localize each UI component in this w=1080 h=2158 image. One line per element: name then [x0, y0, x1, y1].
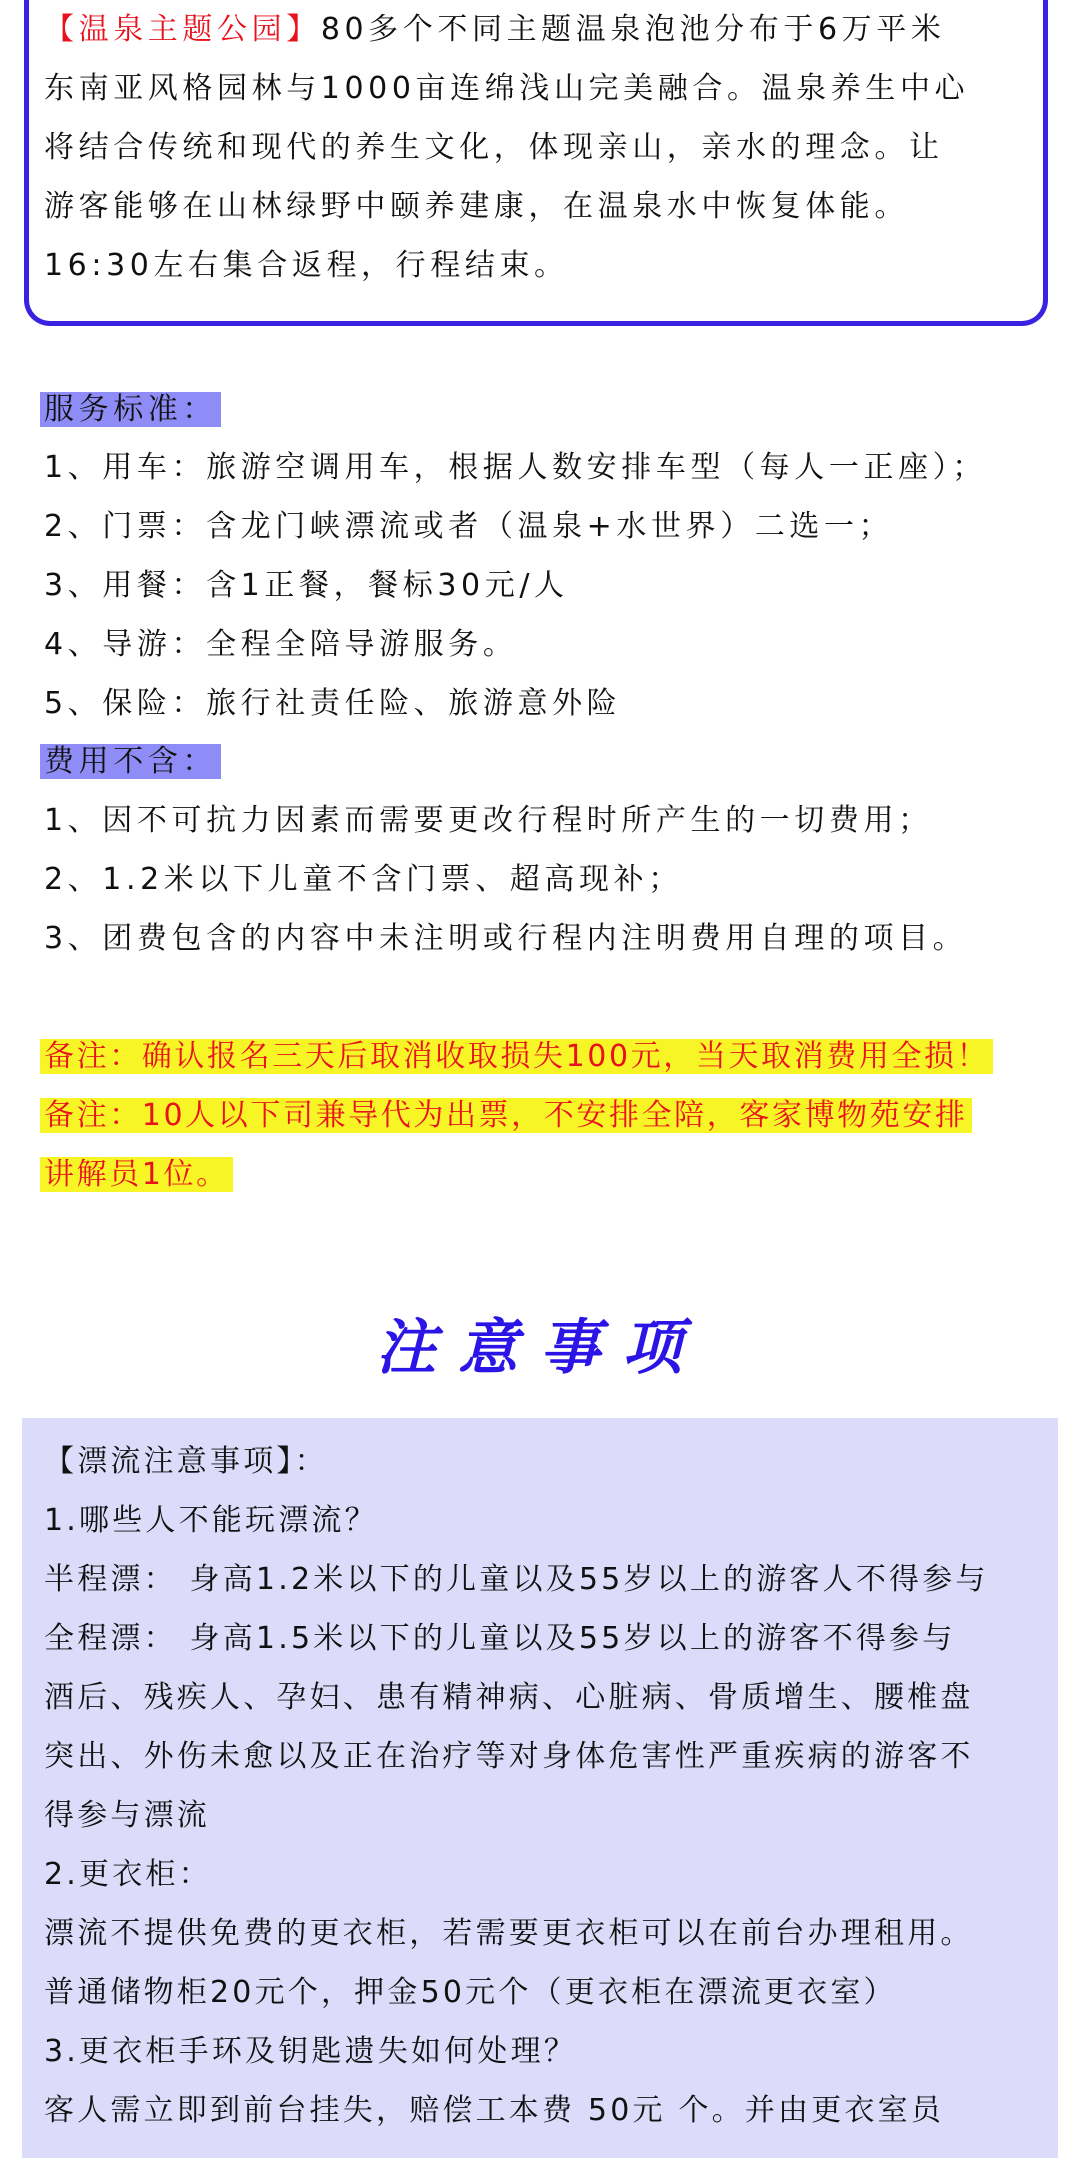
rafting-line: 酒后、残疾人、孕妇、患有精神病、心脏病、骨质增生、腰椎盘 — [44, 1680, 974, 1715]
exclusion-item: 3、团费包含的内容中未注明或行程内注明费用自理的项目。 — [44, 921, 968, 956]
notice-title: 注意事项 — [376, 1313, 704, 1383]
remark-text: 讲解员1位。 — [40, 1157, 233, 1192]
service-heading — [40, 390, 221, 430]
rafting-line: 得参与漂流 — [44, 1798, 210, 1833]
rafting-line: 普通储物柜20元个，押金50元个（更衣柜在漂流更衣室） — [44, 1975, 897, 2010]
rafting-line: 客人需立即到前台挂失，赔偿工本费 50元 个。并由更衣室员 — [44, 2093, 945, 2128]
service-item: 3、用餐：含1正餐，餐标30元/人 — [44, 568, 569, 603]
rafting-heading: 【漂流注意事项】： — [44, 1444, 328, 1479]
remark-text: 备注：确认报名三天后取消收取损失100元，当天取消费用全损！ — [40, 1039, 993, 1074]
remark-line — [40, 1155, 233, 1195]
intro-line-1-text: 80多个不同主题温泉泡池分布于6万平米 — [320, 12, 946, 47]
service-item: 4、导游：全程全陪导游服务。 — [44, 627, 518, 662]
exclusion-item: 1、因不可抗力因素而需要更改行程时所产生的一切费用； — [44, 803, 933, 838]
service-heading-text: 服务标准： — [40, 392, 221, 427]
rafting-line: 3.更衣柜手环及钥匙遗失如何处理？ — [44, 2034, 578, 2069]
intro-line-2: 东南亚风格园林与1000亩连绵浅山完美融合。温泉养生中心 — [44, 71, 970, 106]
park-name: 【温泉主题公园】 — [44, 12, 321, 47]
intro-line-3: 将结合传统和现代的养生文化，体现亲山，亲水的理念。让 — [44, 130, 944, 165]
remark-line — [40, 1037, 993, 1077]
rafting-line: 半程漂： 身高1.2米以下的儿童以及55岁以上的游客人不得参与 — [44, 1562, 989, 1597]
service-item: 5、保险：旅行社责任险、旅游意外险 — [44, 686, 622, 721]
remark-text: 备注：10人以下司兼导代为出票，不安排全陪，客家博物苑安排 — [40, 1098, 972, 1133]
exclusions-heading-text: 费用不含： — [40, 744, 221, 779]
rafting-line: 漂流不提供免费的更衣柜，若需要更衣柜可以在前台办理租用。 — [44, 1916, 974, 1951]
rafting-line: 1.哪些人不能玩漂流？ — [44, 1503, 378, 1538]
rafting-line: 突出、外伤未愈以及正在治疗等对身体危害性严重疾病的游客不 — [44, 1739, 974, 1774]
intro-line-1 — [44, 10, 945, 50]
exclusion-item: 2、1.2米以下儿童不含门票、超高现补； — [44, 862, 683, 897]
exclusions-heading — [40, 742, 221, 782]
remark-line — [40, 1096, 972, 1136]
service-item: 2、门票：含龙门峡漂流或者（温泉+水世界）二选一； — [44, 509, 894, 544]
rafting-line: 2.更衣柜： — [44, 1857, 212, 1892]
rafting-line: 全程漂： 身高1.5米以下的儿童以及55岁以上的游客不得参与 — [44, 1621, 956, 1656]
intro-line-4: 游客能够在山林绿野中颐养建康，在温泉水中恢复体能。 — [44, 189, 909, 224]
service-item: 1、用车：旅游空调用车，根据人数安排车型（每人一正座）； — [44, 450, 987, 485]
intro-line-5: 16:30左右集合返程，行程结束。 — [44, 248, 569, 283]
